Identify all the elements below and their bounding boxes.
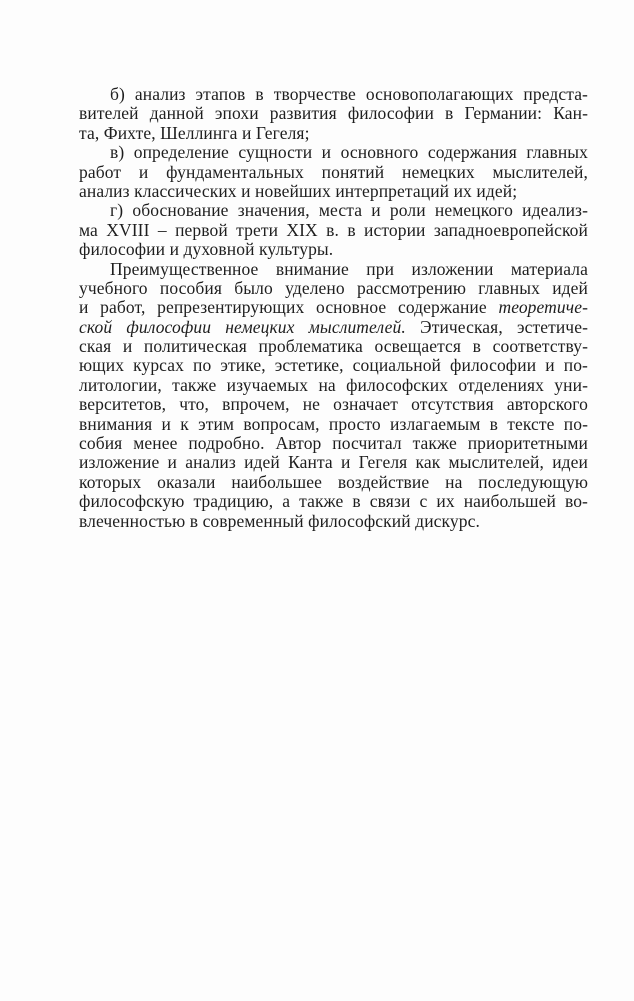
italic-text-segment: теоретиче-: [498, 297, 588, 318]
text-segment: Преимущественное внимание при изложении материала: [110, 258, 588, 279]
text-segment: и работ, репрезентирующих основное содержание: [79, 297, 499, 318]
text-segment: влеченностью в современный философский дискурс.: [79, 510, 480, 531]
text-line: [79, 260, 588, 279]
text-line: [79, 356, 588, 375]
text-segment: собия менее подробно. Автор посчитал также приоритетными: [79, 433, 588, 454]
text-line: [79, 395, 588, 414]
text-segment: философии и духовной культуры.: [79, 239, 334, 260]
paragraph-list-item-g: [79, 201, 588, 259]
text-line: [79, 492, 588, 511]
page-body-text: [79, 85, 588, 531]
text-line: [79, 124, 588, 143]
text-line: [79, 434, 588, 453]
text-line: [79, 182, 588, 201]
text-line: [79, 415, 588, 434]
text-line: [79, 104, 588, 123]
text-segment: учебного пособия было уделено рассмотрению главных идей: [79, 277, 588, 298]
text-segment: верситетов, что, впрочем, не означает отсутствия авторского: [79, 394, 588, 415]
italic-text-segment: ской философии немецких мыслителей.: [79, 316, 406, 337]
text-line: [79, 240, 588, 259]
text-line: [79, 512, 588, 531]
text-segment: изложение и анализ идей Канта и Гегеля как мыслителей, идеи: [79, 452, 588, 473]
paragraph-main-paragraph: [79, 260, 588, 531]
text-line: [79, 318, 588, 337]
text-line: [79, 163, 588, 182]
text-segment: философскую традицию, а также в связи с их наибольшей во-: [79, 491, 588, 512]
text-line: [79, 279, 588, 298]
text-segment: работ и фундаментальных понятий немецких мыслителей,: [79, 161, 588, 182]
text-line: [79, 473, 588, 492]
text-segment: б) анализ этапов в творчестве основополагающих предста-: [110, 84, 588, 104]
text-segment: вителей данной эпохи развития философии в Германии: Кан-: [79, 103, 588, 124]
text-segment: Этическая, эстетиче-: [405, 316, 588, 337]
text-line: [79, 201, 588, 220]
text-line: [79, 298, 588, 317]
text-segment: литологии, также изучаемых на философских отделениях уни-: [79, 374, 588, 395]
text-segment: которых оказали наибольшее воздействие на последующую: [79, 471, 588, 492]
text-segment: анализ классических и новейших интерпретаций их идей;: [79, 180, 518, 201]
text-segment: в) определение сущности и основного содержания главных: [110, 142, 588, 163]
text-line: [79, 221, 588, 240]
paragraph-list-item-b: [79, 85, 588, 143]
text-line: [79, 453, 588, 472]
text-line: [79, 143, 588, 162]
text-segment: та, Фихте, Шеллинга и Гегеля;: [79, 122, 310, 143]
text-segment: г) обоснование значения, места и роли немецкого идеализ-: [110, 200, 588, 221]
text-line: [79, 376, 588, 395]
paragraph-list-item-v: [79, 143, 588, 201]
text-segment: ма XVIII – первой трети XIX в. в истории западноевропейской: [79, 219, 588, 240]
text-segment: ющих курсах по этике, эстетике, социальной философии и по-: [79, 355, 588, 376]
text-segment: внимания и к этим вопросам, просто излагаемым в тексте по-: [79, 413, 588, 434]
text-line: [79, 85, 588, 104]
text-line: [79, 337, 588, 356]
text-segment: ская и политическая проблематика освещается в соответству-: [79, 336, 588, 357]
